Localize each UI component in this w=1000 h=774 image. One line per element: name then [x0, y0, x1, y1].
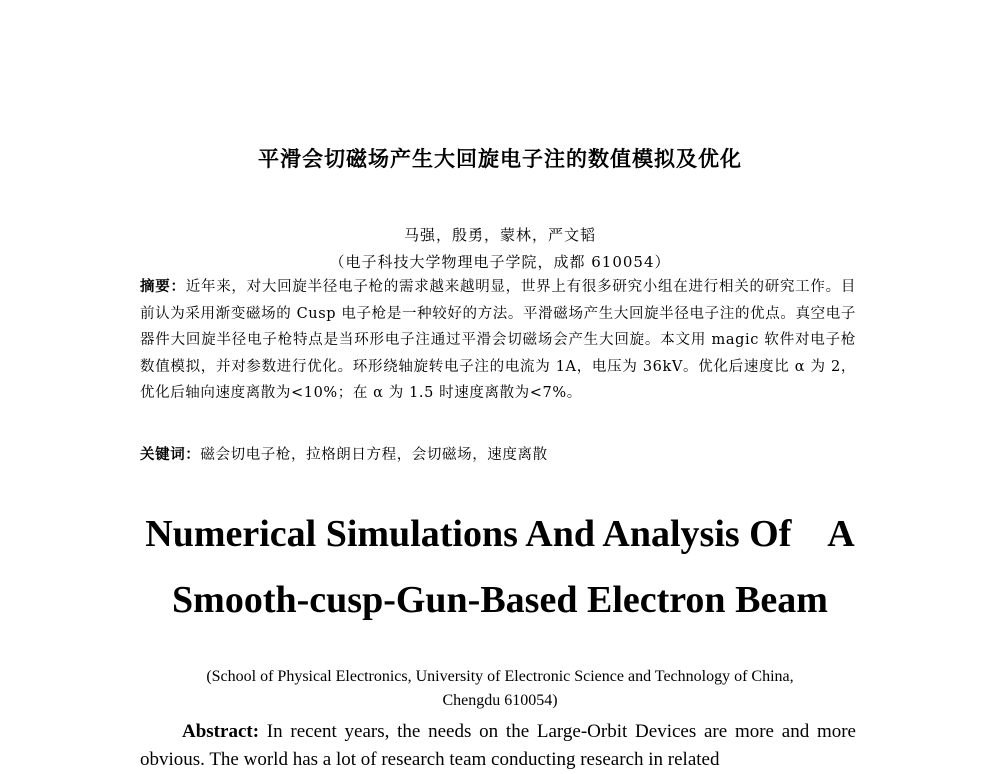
chinese-authors: 马强，殷勇，蒙林，严文韬: [403, 226, 596, 244]
english-title-line-2: Smooth-cusp-Gun-Based Electron Beam: [172, 579, 828, 621]
chinese-title: 平滑会切磁场产生大回旋电子注的数值模拟及优化: [258, 147, 742, 171]
english-affiliation: [160, 665, 840, 713]
chinese-abstract-text: 近年来，对大回旋半径电子枪的需求越来越明显，世界上有很多研究小组在进行相关的研究工作。目前认为采用渐变磁场的 Cusp 电子枪是一种较好的方法。平滑磁场产生大回旋半径电子注的优点。真空电子器件大回旋半径电子枪特点是当环形电子注通过平滑会切磁场会产生大回旋。本文用 magic 软件对电子枪数值模拟，并对参数进行优化。环形绕轴旋转电子注的电流为 1A，电压为 36kV。优化后速度比 α 为 2，优化后轴向速度离散为<10%；在 α 为 1.5 时速度离散为<7%。: [140, 279, 856, 402]
english-affiliation-line-1: (School of Physical Electronics, University of Electronic Science and Technology of China,: [206, 668, 794, 685]
chinese-keywords-label: 关键词：: [140, 447, 201, 463]
chinese-keywords: [140, 443, 548, 464]
english-abstract-label: Abstract:: [182, 721, 260, 742]
chinese-keywords-text: 磁会切电子枪，拉格朗日方程，会切磁场，速度离散: [200, 447, 548, 463]
english-abstract-text: In recent years, the needs on the Large-Orbit Devices are more and more obvious. The world has a lot of research team conducting research in related: [140, 721, 856, 770]
chinese-abstract: [140, 274, 856, 407]
english-affiliation-line-2: Chengdu 610054): [442, 692, 558, 709]
chinese-affiliation: （电子科技大学物理电子学院，成都 610054）: [329, 253, 671, 271]
english-abstract: [140, 718, 856, 774]
chinese-abstract-label: 摘要：: [140, 279, 186, 295]
english-title-line-1: Numerical Simulations And Analysis Of A: [145, 513, 855, 555]
